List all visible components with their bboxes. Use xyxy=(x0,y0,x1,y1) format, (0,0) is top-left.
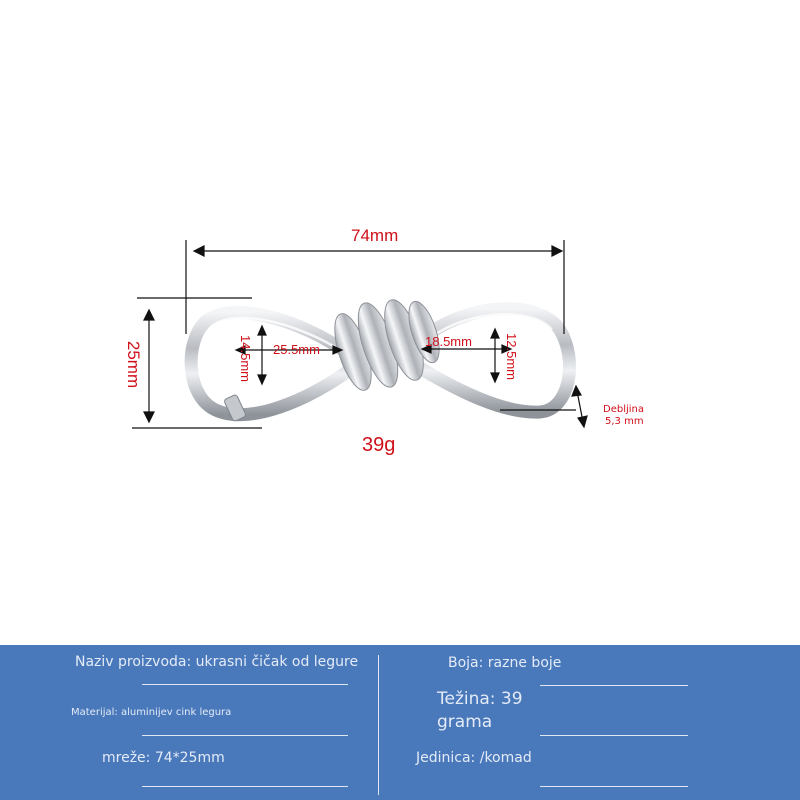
length-label: 74mm xyxy=(351,226,399,245)
spec-underline-2 xyxy=(540,685,688,686)
thickness-label: Debljina xyxy=(603,404,645,415)
spec-size: mreže: 74*25mm xyxy=(102,750,225,766)
spec-underline-3 xyxy=(142,735,348,736)
left-loop-width-label: 25.5mm xyxy=(273,342,320,357)
right-loop-height-label: 12.5mm xyxy=(503,333,519,380)
height-label: 25mm xyxy=(124,340,144,389)
spec-color: Boja: razne boje xyxy=(448,655,562,671)
right-loop-width-label: 18.5mm xyxy=(425,334,472,349)
spec-underline-4 xyxy=(540,735,688,736)
spec-underline-1 xyxy=(142,684,348,685)
weight-label: 39g xyxy=(362,434,396,456)
spec-weight: Težina: 39 grama xyxy=(437,689,523,732)
spec-divider xyxy=(378,655,379,795)
spec-product-name: Naziv proizvoda: ukrasni čičak od legure xyxy=(75,654,359,670)
left-loop xyxy=(191,312,352,414)
spec-underline-5 xyxy=(142,786,348,787)
thickness-value: 5,3 mm xyxy=(605,416,644,427)
spec-material: Materijal: aluminijev cink legura xyxy=(71,707,232,718)
spec-underline-6 xyxy=(540,786,688,787)
spec-unit: Jedinica: /komad xyxy=(416,750,532,766)
left-loop-height-label: 14.5mm xyxy=(237,335,253,382)
